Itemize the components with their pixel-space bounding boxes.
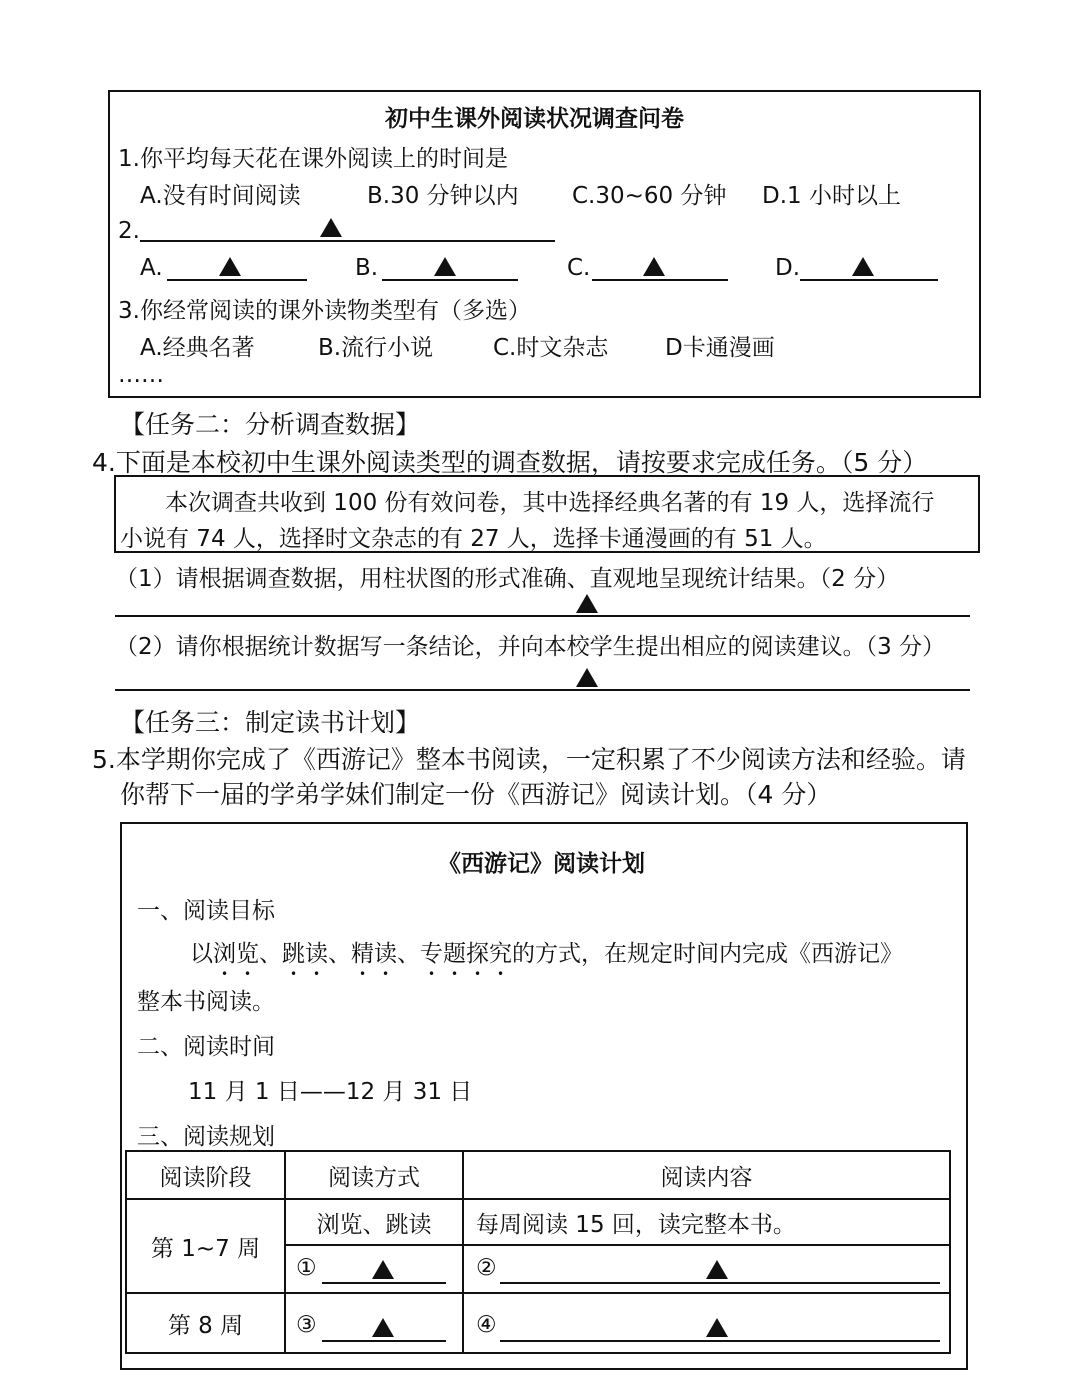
header-method: 阅读方式 xyxy=(285,1151,463,1199)
blank-3-line[interactable] xyxy=(322,1340,446,1342)
q3-option-c: C.时文杂志 xyxy=(493,335,609,361)
q1-option-d: D.1 小时以上 xyxy=(762,183,901,209)
answer-marker-icon xyxy=(852,257,874,276)
blank-number-4: ④ xyxy=(476,1312,497,1338)
stage-weeks-1-7: 第 1~7 周 xyxy=(126,1199,285,1293)
q3-option-b: B.流行小说 xyxy=(318,335,434,361)
goal-separator: 、 xyxy=(259,941,282,967)
task2-heading: 【任务二：分析调查数据】 xyxy=(120,410,421,439)
question-3: 3.你经常阅读的课外读物类型有（多选） xyxy=(118,298,531,324)
q2-option-c-blank[interactable] xyxy=(592,279,728,281)
blank-number-3: ③ xyxy=(296,1312,317,1338)
goal-prefix: 以 xyxy=(190,941,213,967)
subquestion-1-answer-line[interactable] xyxy=(115,615,970,617)
task3-heading: 【任务三：制定读书计划】 xyxy=(120,708,421,737)
question-2-number: 2. xyxy=(118,218,140,244)
blank-4-cell xyxy=(463,1293,950,1353)
q2-option-a-blank[interactable] xyxy=(167,279,307,281)
survey-ellipsis: …… xyxy=(118,362,164,388)
subquestion-1: （1）请根据调查数据，用柱状图的形式准确、直观地呈现统计结果。（2 分） xyxy=(115,566,900,592)
plan-time-range: 11 月 1 日——12 月 31 日 xyxy=(188,1079,473,1105)
answer-marker-icon xyxy=(643,257,665,276)
header-content: 阅读内容 xyxy=(463,1151,950,1199)
question-4: 4.下面是本校初中生课外阅读类型的调查数据，请按要求完成任务。（5 分） xyxy=(92,448,928,477)
q1-option-b: B.30 分钟以内 xyxy=(367,183,519,209)
survey-data-line2: 小说有 74 人，选择时文杂志的有 27 人，选择卡通漫画的有 51 人。 xyxy=(120,526,827,552)
blank-1-line[interactable] xyxy=(322,1282,446,1284)
answer-marker-icon xyxy=(372,1260,394,1279)
plan-section-time: 二、阅读时间 xyxy=(137,1034,275,1060)
plan-goal-line2: 整本书阅读。 xyxy=(137,989,275,1015)
q3-option-d: D卡通漫画 xyxy=(665,335,775,361)
survey-data-line1: 本次调查共收到 100 份有效问卷，其中选择经典名著的有 19 人，选择流行 xyxy=(165,490,935,516)
subquestion-2: （2）请你根据统计数据写一条结论，并向本校学生提出相应的阅读建议。（3 分） xyxy=(115,634,946,660)
plan-section-schedule: 三、阅读规划 xyxy=(137,1124,275,1150)
goal-suffix: 的方式，在规定时间内完成《西游记》 xyxy=(512,941,903,967)
question-1: 1.你平均每天花在课外阅读上的时间是 xyxy=(118,146,508,172)
goal-separator: 、 xyxy=(328,941,351,967)
plan-goal-line1 xyxy=(190,935,903,981)
plan-section-goal: 一、阅读目标 xyxy=(137,898,275,924)
q1-option-a: A.没有时间阅读 xyxy=(140,183,301,209)
table-row xyxy=(126,1293,950,1353)
q2-option-d-label: D. xyxy=(775,255,801,281)
blank-3-cell xyxy=(285,1293,463,1353)
answer-marker-icon xyxy=(372,1318,394,1337)
table-header-row xyxy=(126,1151,950,1199)
method-browse-skim: 浏览、跳读 xyxy=(285,1199,463,1245)
answer-marker-icon xyxy=(434,257,456,276)
q2-answer-blank[interactable] xyxy=(140,240,555,242)
question-5-line2: 你帮下一届的学弟学妹们制定一份《西游记》阅读计划。（4 分） xyxy=(120,780,832,809)
blank-number-2: ② xyxy=(476,1255,497,1281)
goal-method-browse: 浏览 xyxy=(213,941,259,967)
content-15-chapters: 每周阅读 15 回，读完整本书。 xyxy=(463,1199,950,1245)
answer-marker-icon xyxy=(576,594,598,613)
goal-method-skim: 跳读 xyxy=(282,941,328,967)
answer-marker-icon xyxy=(320,218,342,237)
q2-option-c-label: C. xyxy=(567,255,591,281)
answer-marker-icon xyxy=(576,668,598,687)
goal-method-close-read: 精读 xyxy=(351,941,397,967)
q3-option-a: A.经典名著 xyxy=(140,335,255,361)
question-5-line1: 5.本学期你完成了《西游记》整本书阅读，一定积累了不少阅读方法和经验。请 xyxy=(92,745,966,774)
header-stage: 阅读阶段 xyxy=(126,1151,285,1199)
table-row xyxy=(126,1199,950,1245)
goal-method-topic-study: 专题探究 xyxy=(420,941,512,967)
survey-title: 初中生课外阅读状况调查问卷 xyxy=(385,106,684,132)
blank-2-cell xyxy=(463,1245,950,1293)
answer-marker-icon xyxy=(706,1318,728,1337)
subquestion-2-answer-line[interactable] xyxy=(115,689,970,691)
answer-marker-icon xyxy=(706,1260,728,1279)
blank-4-line[interactable] xyxy=(500,1340,940,1342)
answer-marker-icon xyxy=(219,257,241,276)
blank-2-line[interactable] xyxy=(500,1282,940,1284)
q2-option-d-blank[interactable] xyxy=(800,279,938,281)
goal-separator: 、 xyxy=(397,941,420,967)
q2-option-b-blank[interactable] xyxy=(382,279,518,281)
stage-week-8: 第 8 周 xyxy=(126,1293,285,1353)
blank-1-cell xyxy=(285,1245,463,1293)
blank-number-1: ① xyxy=(296,1255,317,1281)
plan-title: 《西游记》阅读计划 xyxy=(438,851,645,877)
q2-option-b-label: B. xyxy=(355,255,379,281)
q1-option-c: C.30~60 分钟 xyxy=(572,183,727,209)
reading-schedule-table xyxy=(125,1150,951,1354)
q2-option-a-label: A. xyxy=(140,255,163,281)
